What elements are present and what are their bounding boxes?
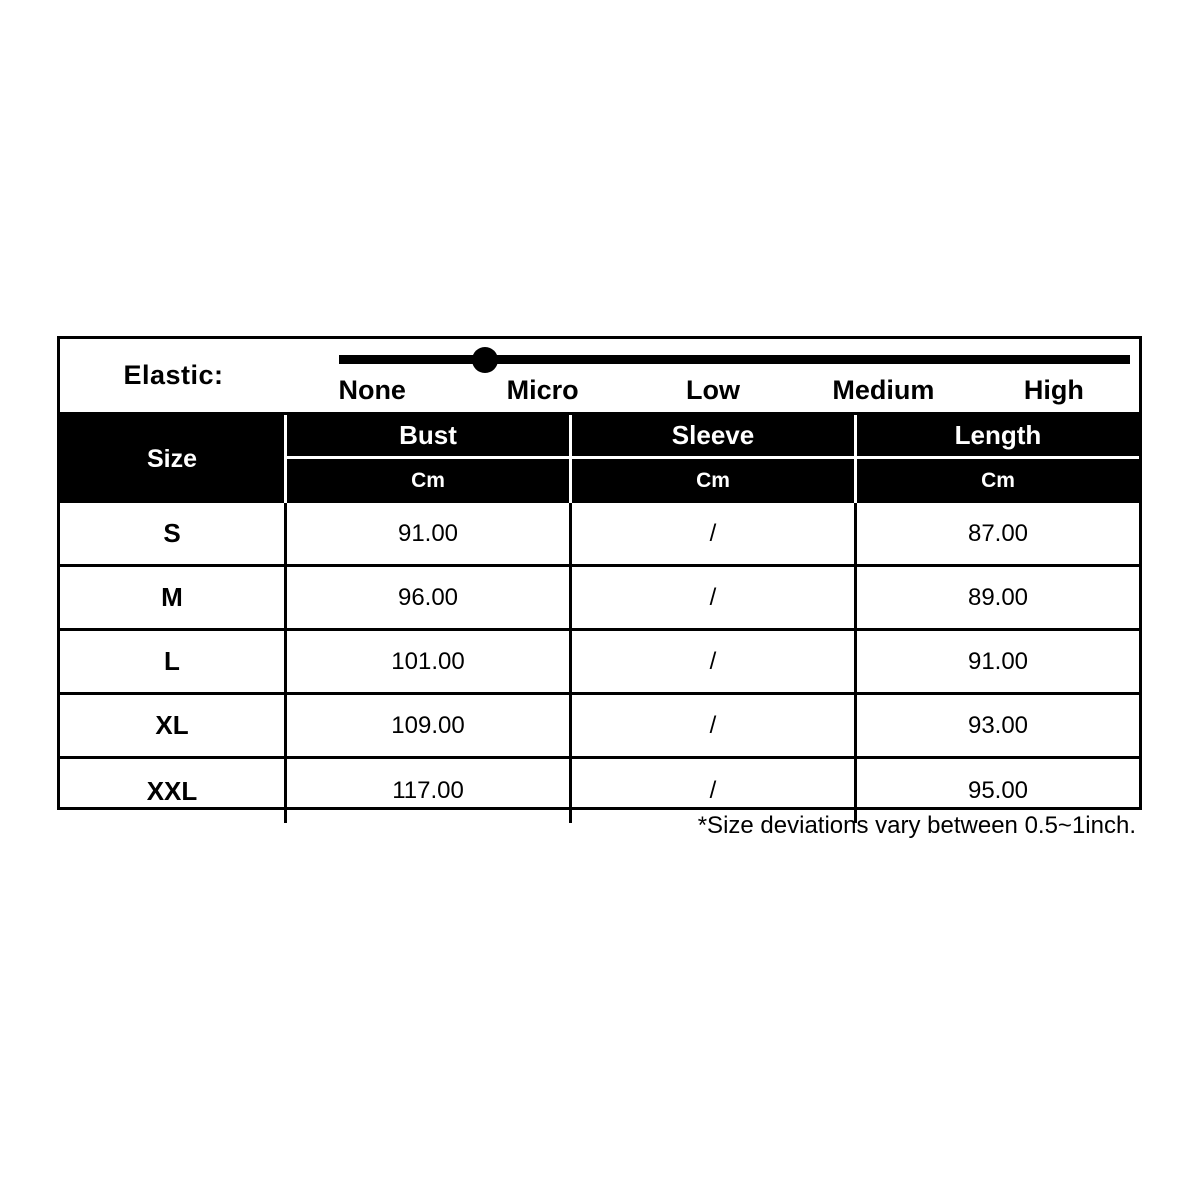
- table-row: [60, 695, 1139, 759]
- cell-sleeve: /: [572, 695, 857, 756]
- cell-sleeve: /: [572, 567, 857, 628]
- measure-headers: [287, 415, 1139, 503]
- column-header-bust-unit: Cm: [411, 469, 445, 492]
- elastic-scale-bar: [339, 355, 1130, 364]
- cell-bust: 109.00: [287, 695, 572, 756]
- elastic-scale-knob[interactable]: [472, 347, 498, 373]
- elastic-row: [60, 339, 1139, 415]
- cell-size: M: [60, 567, 287, 628]
- column-header-length: [857, 415, 1139, 503]
- cell-length: 89.00: [967, 583, 1029, 611]
- cell-bust: 91.00: [287, 503, 572, 564]
- table-row: [60, 631, 1139, 695]
- elastic-label: Elastic:: [123, 360, 224, 390]
- cell-sleeve: /: [572, 759, 857, 823]
- cell-sleeve: /: [572, 503, 857, 564]
- column-header-sleeve: [572, 415, 857, 503]
- cell-length: 93.00: [967, 711, 1029, 739]
- cell-size: XXL: [60, 759, 287, 823]
- table-row: [60, 567, 1139, 631]
- cell-bust: 101.00: [287, 631, 572, 692]
- cell-size: XL: [60, 695, 287, 756]
- cell-sleeve: /: [572, 631, 857, 692]
- column-header-sleeve-label: Sleeve: [572, 415, 854, 459]
- elastic-level-medium: Medium: [832, 375, 935, 405]
- size-deviation-note: *Size deviations vary between 0.5~1inch.: [697, 812, 1136, 839]
- table-row: [60, 503, 1139, 567]
- column-header-length-unit: Cm: [981, 469, 1015, 492]
- elastic-level-micro: Micro: [506, 375, 579, 405]
- cell-size: L: [60, 631, 287, 692]
- column-header-length-label: Length: [857, 415, 1139, 459]
- column-header-size: Size: [60, 415, 287, 503]
- elastic-scale-labels: [287, 375, 1139, 406]
- elastic-level-none: None: [338, 375, 406, 405]
- elastic-scale[interactable]: [287, 339, 1139, 412]
- table-body: [60, 503, 1139, 823]
- cell-size: S: [60, 503, 287, 564]
- cell-length: 87.00: [967, 519, 1029, 547]
- cell-bust: 96.00: [287, 567, 572, 628]
- table-header: [60, 415, 1139, 503]
- size-chart: [57, 336, 1142, 810]
- column-header-sleeve-unit: Cm: [696, 469, 730, 492]
- cell-bust: 117.00: [287, 759, 572, 823]
- column-header-bust: [287, 415, 572, 503]
- cell-length: 91.00: [967, 647, 1029, 675]
- elastic-level-high: High: [1023, 375, 1084, 405]
- cell-length: 95.00: [967, 777, 1029, 804]
- elastic-level-low: Low: [686, 375, 741, 405]
- column-header-bust-label: Bust: [287, 415, 569, 459]
